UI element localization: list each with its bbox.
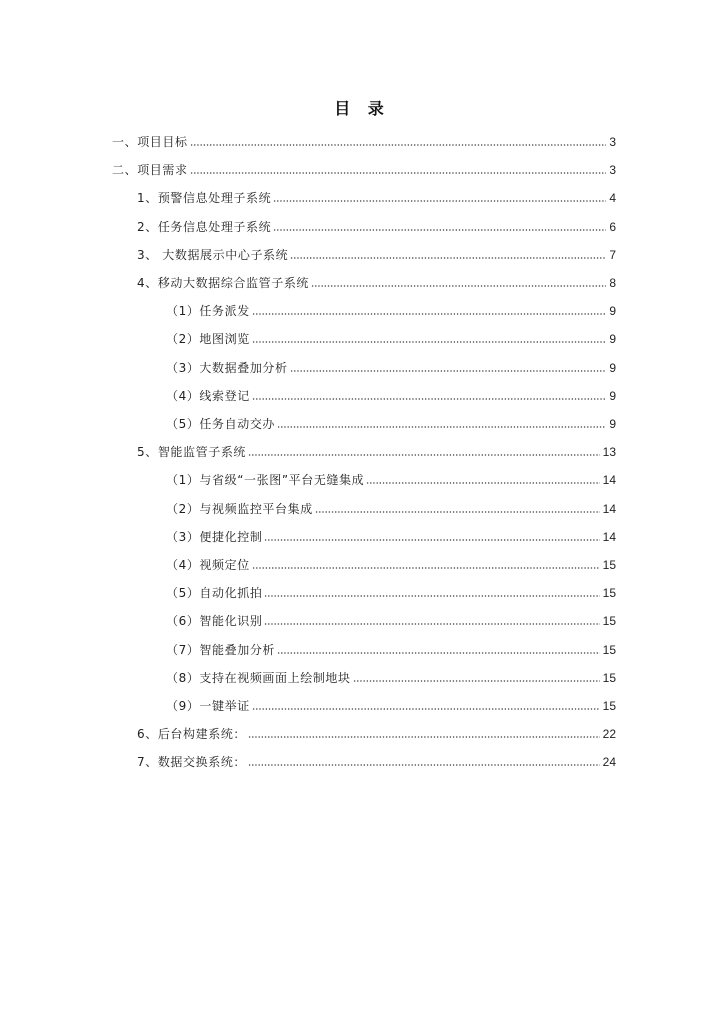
toc-entry-text: （9）一键举证	[166, 699, 250, 713]
toc-entry-text: 7、数据交换系统：	[137, 755, 247, 770]
toc-entry-page-number: 14	[602, 501, 616, 516]
toc-entry[interactable]	[166, 470, 616, 488]
toc-dot-leader	[248, 453, 600, 457]
toc-dot-leader	[264, 538, 599, 542]
toc-entry[interactable]	[166, 386, 616, 404]
toc-entry-page-number: 15	[602, 670, 616, 685]
toc-entry-page-number: 9	[609, 417, 616, 431]
toc-entry-text: 二、项目需求	[112, 163, 188, 178]
toc-entry-page-number: 9	[609, 388, 616, 403]
toc-dot-leader	[366, 481, 599, 485]
toc-dot-leader	[252, 707, 600, 711]
toc-entry-text: 4、移动大数据综合监管子系统	[137, 276, 310, 290]
toc-entry[interactable]	[166, 499, 616, 517]
toc-entry[interactable]	[137, 273, 616, 291]
toc-entry-page-number: 9	[609, 332, 616, 347]
toc-entry-text: （1）与省级“一张图”平台无缝集成	[166, 473, 365, 488]
toc-dot-leader	[190, 171, 607, 175]
toc-entry[interactable]	[166, 358, 616, 376]
toc-dot-leader	[264, 622, 599, 626]
toc-entry[interactable]	[166, 640, 616, 658]
toc-entry[interactable]	[112, 160, 616, 178]
toc-entry-page-number: 9	[609, 304, 616, 319]
toc-entry-text: 3、 大数据展示中心子系统	[137, 247, 289, 262]
toc-entry-text: （1）任务派发	[166, 304, 250, 319]
toc-entry[interactable]	[137, 724, 616, 742]
toc-entry-text: （8）支持在视频画面上绘制地块	[166, 670, 351, 685]
toc-dot-leader	[190, 143, 607, 147]
toc-entry-text: （3）便捷化控制	[166, 529, 263, 544]
toc-entry-page-number: 15	[602, 642, 616, 657]
toc-entry[interactable]	[166, 301, 616, 319]
toc-entry-page-number: 14	[602, 529, 616, 544]
toc-entry[interactable]	[166, 527, 616, 545]
toc-entry[interactable]	[137, 442, 616, 460]
toc-entry-text: （6）智能化识别	[166, 614, 263, 629]
toc-dot-leader	[264, 594, 599, 598]
toc-entry[interactable]	[166, 414, 616, 432]
toc-entry-text: 2、任务信息处理子系统	[137, 219, 272, 234]
toc-title: 目 录	[334, 99, 390, 118]
toc-entry[interactable]	[112, 132, 616, 150]
toc-dot-leader	[315, 510, 600, 514]
toc-dot-leader	[252, 340, 606, 344]
toc-dot-leader	[252, 566, 600, 570]
toc-dot-leader	[248, 763, 600, 767]
toc-entry-text: （3）大数据叠加分析	[166, 360, 288, 375]
toc-entry-page-number: 15	[602, 558, 616, 572]
toc-dot-leader	[277, 651, 600, 655]
toc-entry-text: 1、预警信息处理子系统	[137, 191, 272, 206]
toc-entry-text: 5、智能监管子系统	[137, 445, 247, 460]
toc-entry[interactable]	[137, 752, 616, 770]
toc-entry-text: （2）地图浏览	[166, 332, 250, 347]
toc-entry-page-number: 7	[609, 247, 616, 262]
toc-dot-leader	[252, 397, 606, 401]
toc-entry-text: 6、后台构建系统：	[137, 727, 247, 742]
toc-entry-page-number: 3	[609, 135, 616, 149]
toc-entry-text: （2）与视频监控平台集成	[166, 501, 313, 516]
toc-entry-page-number: 15	[602, 699, 616, 713]
toc-entry-text: （4）视频定位	[166, 558, 250, 572]
toc-entry-page-number: 15	[602, 614, 616, 629]
toc-dot-leader	[273, 199, 606, 203]
toc-entry-page-number: 22	[602, 727, 616, 742]
toc-entry[interactable]	[137, 188, 616, 206]
toc-entry-text: 一、项目目标	[112, 135, 188, 149]
toc-entry[interactable]	[166, 668, 616, 686]
toc-entry-text: （4）线索登记	[166, 388, 250, 403]
toc-dot-leader	[277, 425, 606, 429]
toc-entry-page-number: 13	[602, 445, 616, 460]
toc-dot-leader	[252, 312, 606, 316]
toc-dot-leader	[248, 735, 600, 739]
toc-entry-page-number: 6	[609, 219, 616, 234]
toc-entry[interactable]	[166, 555, 616, 573]
toc-entry-page-number: 3	[609, 163, 616, 178]
toc-entry[interactable]	[166, 611, 616, 629]
toc-entry-page-number: 15	[602, 586, 616, 601]
toc-entry-text: （7）智能叠加分析	[166, 642, 276, 657]
toc-entry[interactable]	[166, 583, 616, 601]
toc-entry-page-number: 24	[602, 755, 616, 770]
toc-entry[interactable]	[166, 329, 616, 347]
toc-entry-text: （5）自动化抓拍	[166, 586, 263, 601]
toc-entry[interactable]	[166, 696, 616, 714]
toc-entry-page-number: 9	[609, 360, 616, 375]
toc-dot-leader	[290, 256, 606, 260]
toc-dot-leader	[290, 369, 607, 373]
toc-dot-leader	[353, 679, 600, 683]
toc-entry-text: （5）任务自动交办	[166, 417, 276, 431]
toc-dot-leader	[273, 228, 606, 232]
toc-entry-page-number: 8	[609, 276, 616, 290]
toc-entry-page-number: 4	[609, 191, 616, 206]
toc-entry[interactable]	[137, 217, 616, 235]
toc-entry[interactable]	[137, 245, 616, 263]
toc-entry-page-number: 14	[602, 473, 616, 488]
toc-dot-leader	[311, 284, 606, 288]
